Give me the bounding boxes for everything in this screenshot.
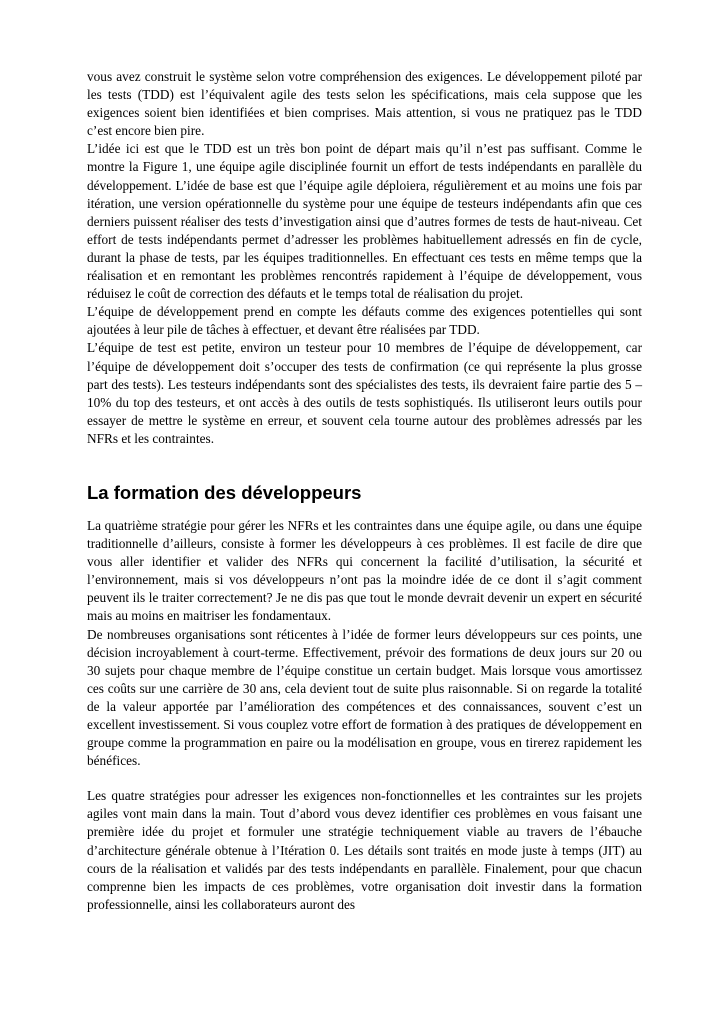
paragraph-independent-testing: L’idée ici est que le TDD est un très bon point de départ mais qu’il n’est pas suffisant. Comme le montre la Figure 1, une équipe agile disciplinée fournit un effort de tests indépendants en parallèle du développement. L’idée de base est que l’équipe agile déploiera, régulièrement et au moins une fois par itération, une version opérationnelle du système pour une équipe de testeurs indépendants afin que ces derniers puissent réaliser des tests d’investigation ainsi que d’autres formes de tests de haut-niveau. Cet effort de tests indépendants permet d’adresser les problèmes habituellement adressés en fin de cycle, durant la phase de tests, par les équipes traditionnelles. En effectuant ces tests en même temps que la réalisation et en remontant les problèmes rencontrés rapidement à l’équipe de développement, vous réduisez le coût de correction des défauts et le temps total de réalisation du projet. (87, 141, 642, 302)
paragraph-training-cost: De nombreuses organisations sont réticentes à l’idée de former leurs développeurs sur ces points, une décision incroyablement à court-terme. Effectivement, prévoir des formations de deux jours sur 20 ou 30 sujets pour chaque membre de l’équipe constitue un certain budget. Mais lorsque vous amortissez ces coûts sur une carrière de 30 ans, cela devient tout de suite plus raisonnable. Si on regarde la totalité de la valeur apportée par l’amélioration des compétences et des connaissances, souvent c’est un excellent investissement. Si vous couplez votre effort de formation à des pratiques de développement en groupe comme la programmation en paire ou la modélisation en groupe, vous en tirerez rapidement les bénéfices. (87, 626, 642, 769)
paragraph-test-team: L’équipe de test est petite, environ un testeur pour 10 membres de l’équipe de développement, car l’équipe de développement doit s’occuper des tests de confirmation (ce qui représente la plus grosse part des tests). Les testeurs indépendants sont des spécialistes des tests, ils devraient faire partie des 5 – 10% du top des testeurs, et ont accès à des outils de tests sophistiqués. Ils utiliseront leurs outils pour essayer de mettre le système en erreur, et souvent cela tourne autour des problèmes adressés par les NFRs et les contraintes. (87, 340, 642, 446)
paragraph-tdd-intro: vous avez construit le système selon votre compréhension des exigences. Le développement piloté par les tests (TDD) est l’équivalent agile des tests selon les spécifications, mais cela suppose que les exigences soient bien identifiées et bien comprises. Mais attention, si vous ne pratiquez pas le TDD c’est encore bien pire. (87, 69, 642, 139)
section-heading-training: La formation des développeurs (87, 481, 362, 503)
paragraph-spacer (87, 770, 642, 787)
paragraph-conclusion: Les quatre stratégies pour adresser les exigences non-fonctionnelles et les contraintes sur les projets agiles vont main dans la main. Tout d’abord vous devez identifier ces problèmes en vous faisant une première idée du projet et formuler une stratégie techniquement viable au travers de l’ébauche d’architecture générale obtenue à l’Itération 0. Les détails sont traités en mode juste à temps (JIT) au cours de la réalisation et validés par des tests indépendants en parallèle. Finalement, pour que chacun comprenne bien les impacts de ces problèmes, votre organisation doit investir dans la formation professionnelle, ainsi les collaborateurs auront des (87, 788, 642, 912)
paragraph-defects: L’équipe de développement prend en compte les défauts comme des exigences potentielles qui sont ajoutées à leur pile de tâches à effectuer, et devant être réalisées par TDD. (87, 304, 642, 338)
document-page (87, 68, 642, 914)
paragraph-training-strategy: La quatrième stratégie pour gérer les NFRs et les contraintes dans une équipe agile, ou dans une équipe traditionnelle d’ailleurs, consiste à former les développeurs à ces problèmes. Il est facile de dire que vous aller identifier et valider des NFRs qui concernent la facilité d’utilisation, la sécurité et l’environnement, mais si vos développeurs n’ont pas la moindre idée de ce dont il s’agit comment peuvent ils le traiter correctement? Je ne dis pas que tout le monde devrait devenir un expert en sécurité mais au moins en maitriser les fondamentaux. (87, 517, 642, 624)
